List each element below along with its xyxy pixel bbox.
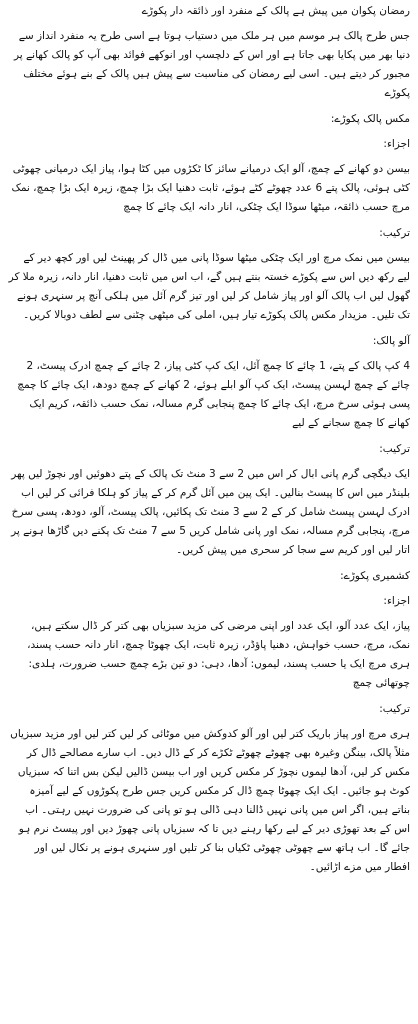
recipe1-ingredients-heading: اجزاء:: [383, 138, 410, 150]
recipe3-method-heading: ترکیب:: [379, 703, 410, 715]
recipe2-method-heading: ترکیب:: [379, 443, 410, 455]
recipe1-method-heading: ترکیب:: [379, 227, 410, 239]
recipe1-title: مکس پالک پکوڑے:: [330, 113, 410, 125]
intro-text: جس طرح پالک ہر موسم میں ہر ملک میں دستیاب ہوتا ہے اسی طرح یہ منفرد انداز سے دنیا بھر میں پکایا بھی جاتا ہے اور اس کے دلچسپ اور انوکھے فوائد بھی آپ کو پالک کھانے پر مجبور کر دیتے ہیں۔ اسی لیے رمضان کی مناسبت سے پیش ہیں پالک کے بنے ہوئے مختلف پکوڑے: [13, 30, 410, 99]
recipe3-title: کشمیری پکوڑے:: [340, 570, 410, 582]
recipe1-ingredients-text: بیسن دو کھانے کے چمچ، آلو ایک درمیانے سائز کا ٹکڑوں میں کٹا ہوا، پیاز ایک درمیانی چھوٹی کٹی ہوئی، پالک پتے 6 عدد چھوٹے کٹے ہوئے، ثابت دھنیا ایک بڑا چمچ، زیرہ ایک بڑا چمچ، نمک مرچ حسب ذائقہ، میٹھا سوڈا ایک چٹکی، انار دانہ ایک چائے کا چمچ: [11, 163, 410, 213]
intro-title: رمضان پکوان میں پیش ہے پالک کے منفرد اور ذائقہ دار پکوڑے: [141, 5, 410, 17]
recipe2-title: آلو پالک:: [372, 335, 410, 347]
recipe3-ingredients-heading: اجزاء:: [383, 595, 410, 607]
recipe2-method-text: ایک دیگچی گرم پانی ابال کر اس میں 2 سے 3 منٹ تک پالک کے پتے دھوئیں اور نچوڑ لیں پھر بلینڈر میں اس کا پیسٹ بنالیں۔ ایک پین میں آئل گرم کر کے پیاز کو ہلکا فرائی کر لیں اب ادرک لہسن پیسٹ شامل کر کے 2 سے 3 منٹ تک پکائیں، پالک پیسٹ، آلو، دودھ، پسی سرخ مرچ، پنجابی گرم مسالہ، نمک اور پانی شامل کریں 5 سے 7 منٹ تک پکنے دیں گاڑھا ہونے پر اتار لیں اور کریم سے سجا کر سحری میں پیش کریں۔: [11, 468, 410, 556]
recipe3-ingredients-text: پیاز، ایک عدد آلو، ایک عدد اور اپنی مرضی کی مزید سبزیاں بھی کتر کر ڈال سکتے ہیں، نمک، مرچ، حسب خواہش، دھنیا پاؤڈر، زیرہ ثابت، ایک چھوٹا چمچ، انار دانہ حسب پسند، ہری مرچ ایک یا حسب پسند، لیموں: آدھا، دہی: دو تین بڑے چمچ حسب ضرورت، ہلدی: چوتھائی چمچ: [27, 620, 410, 689]
recipe1-method-text: بیسن میں نمک مرچ اور ایک چٹکی میٹھا سوڈا پانی میں ڈال کر پھینٹ لیں اور کچھ دیر کے لیے رکھ دیں اس سے پکوڑے خستہ بنتے ہیں گے، اب اس میں ثابت دھنیا، انار دانہ، زیرہ ملا کر گھول لیں اب پالک آلو اور پیاز شامل کر لیں اور تیز گرم آئل میں ہلکی آنچ پر سنہری ہونے تک تلیں۔ مزیدار مکس پالک پکوڑے تیار ہیں، املی کی میٹھی چٹنی سے لطف دوبالا کریں۔: [8, 252, 410, 321]
recipe3-method-text: ہری مرچ اور پیاز باریک کتر لیں اور آلو کدوکش میں موٹائی کر لیں کتر لیں اور مزید سبزیاں مثلاً پالک، بینگن وغیرہ بھی چھوٹے چھوٹے ٹکڑے کر کے ڈال دیں۔ اب سارے مصالحے ڈال کر مکس کر لیں، آدھا لیموں نچوڑ کر مکس کریں اور اب بیسن ڈالیں لیکن بس اتنا کہ سبزیاں کوٹ ہو جائیں۔ ایک ایک چھوٹا چمچ ڈال کر مکس کریں جس طرح پکوڑوں کے لیے آمیزہ بناتے ہیں، اگر اس میں پانی نہیں ڈالنا دہی ڈالی ہو تو پانی کی ضرورت نہیں رہتی۔ اب اس کے بعد تھوڑی دیر کے لیے رکھا رہنے دیں تا کہ سبزیاں پانی چھوڑ دیں اور پیسٹ نرم ہو جائے گا۔ اب ہاتھ سے چھوٹی چھوٹی ٹکیاں بنا کر تلیں اور سنہری ہونے پر نکال لیں اور افطار میں مزے اڑائیں۔: [10, 728, 410, 873]
recipe2-ingredients-text: 4 کپ پالک کے پتے، 1 چائے کا چمچ آئل، ایک کپ کٹی پیاز، 2 چائے کے چمچ ادرک پیسٹ، 2 چائے کے چمچ لہسن پیسٹ، ایک کپ آلو ابلے ہوئے، 2 کھانے کے چمچ دودھ، ایک چائے کا چمچ پسی ہوئی سرخ مرچ، ایک چائے کا چمچ پنجابی گرم مسالہ، نمک حسب ذائقہ، کریم ایک کھانے کا چمچ سجانے کے لیے: [17, 360, 410, 429]
